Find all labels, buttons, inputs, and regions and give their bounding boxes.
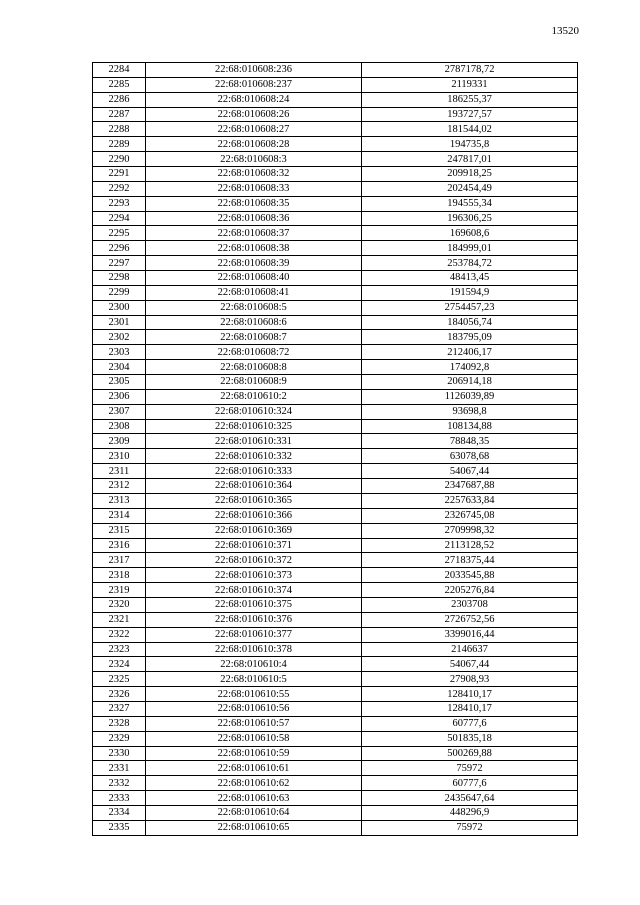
- row-number-cell: 2316: [93, 538, 146, 553]
- cadastral-number-cell: 22:68:010610:56: [146, 701, 362, 716]
- cadastral-number-cell: 22:68:010608:8: [146, 360, 362, 375]
- cadastral-value-table: [92, 62, 578, 836]
- value-cell: 93698,8: [362, 404, 578, 419]
- value-cell: 206914,18: [362, 375, 578, 390]
- row-number-cell: 2328: [93, 716, 146, 731]
- cadastral-number-cell: 22:68:010610:64: [146, 805, 362, 820]
- row-number-cell: 2293: [93, 196, 146, 211]
- cadastral-number-cell: 22:68:010608:33: [146, 181, 362, 196]
- row-number-cell: 2300: [93, 300, 146, 315]
- value-cell: 2303708: [362, 597, 578, 612]
- cadastral-number-cell: 22:68:010610:55: [146, 687, 362, 702]
- cadastral-number-cell: 22:68:010610:333: [146, 464, 362, 479]
- table-row: [93, 77, 578, 92]
- row-number-cell: 2307: [93, 404, 146, 419]
- value-cell: 194555,34: [362, 196, 578, 211]
- row-number-cell: 2334: [93, 805, 146, 820]
- cadastral-number-cell: 22:68:010610:59: [146, 746, 362, 761]
- cadastral-number-cell: 22:68:010608:24: [146, 92, 362, 107]
- row-number-cell: 2305: [93, 375, 146, 390]
- row-number-cell: 2312: [93, 479, 146, 494]
- value-cell: 1126039,89: [362, 389, 578, 404]
- table-row: [93, 701, 578, 716]
- row-number-cell: 2320: [93, 597, 146, 612]
- row-number-cell: 2298: [93, 271, 146, 286]
- table-row: [93, 627, 578, 642]
- value-cell: 2257633,84: [362, 493, 578, 508]
- cadastral-number-cell: 22:68:010610:2: [146, 389, 362, 404]
- row-number-cell: 2331: [93, 761, 146, 776]
- table-row: [93, 419, 578, 434]
- table-row: [93, 241, 578, 256]
- table-row: [93, 657, 578, 672]
- cadastral-number-cell: 22:68:010608:40: [146, 271, 362, 286]
- table-row: [93, 285, 578, 300]
- value-cell: 2326745,08: [362, 508, 578, 523]
- row-number-cell: 2333: [93, 791, 146, 806]
- cadastral-number-cell: 22:68:010610:373: [146, 568, 362, 583]
- cadastral-number-cell: 22:68:010608:28: [146, 137, 362, 152]
- value-cell: 2726752,56: [362, 612, 578, 627]
- value-cell: 108134,88: [362, 419, 578, 434]
- table-row: [93, 449, 578, 464]
- value-cell: 196306,25: [362, 211, 578, 226]
- cadastral-number-cell: 22:68:010608:72: [146, 345, 362, 360]
- table-row: [93, 211, 578, 226]
- cadastral-number-cell: 22:68:010608:236: [146, 63, 362, 78]
- row-number-cell: 2289: [93, 137, 146, 152]
- value-cell: 448296,9: [362, 805, 578, 820]
- page-number: 13520: [551, 25, 579, 37]
- value-cell: 2787178,72: [362, 63, 578, 78]
- table-row: [93, 181, 578, 196]
- value-cell: 48413,45: [362, 271, 578, 286]
- cadastral-number-cell: 22:68:010608:35: [146, 196, 362, 211]
- value-cell: 247817,01: [362, 152, 578, 167]
- table-row: [93, 271, 578, 286]
- table-row: [93, 152, 578, 167]
- cadastral-number-cell: 22:68:010610:331: [146, 434, 362, 449]
- table-row: [93, 791, 578, 806]
- row-number-cell: 2322: [93, 627, 146, 642]
- value-cell: 181544,02: [362, 122, 578, 137]
- value-cell: 2718375,44: [362, 553, 578, 568]
- cadastral-number-cell: 22:68:010610:62: [146, 776, 362, 791]
- row-number-cell: 2291: [93, 167, 146, 182]
- cadastral-number-cell: 22:68:010608:6: [146, 315, 362, 330]
- row-number-cell: 2317: [93, 553, 146, 568]
- row-number-cell: 2314: [93, 508, 146, 523]
- value-cell: 186255,37: [362, 92, 578, 107]
- row-number-cell: 2294: [93, 211, 146, 226]
- cadastral-number-cell: 22:68:010610:364: [146, 479, 362, 494]
- row-number-cell: 2325: [93, 672, 146, 687]
- table-row: [93, 716, 578, 731]
- value-cell: 193727,57: [362, 107, 578, 122]
- value-cell: 184056,74: [362, 315, 578, 330]
- cadastral-number-cell: 22:68:010608:41: [146, 285, 362, 300]
- row-number-cell: 2299: [93, 285, 146, 300]
- cadastral-number-cell: 22:68:010610:325: [146, 419, 362, 434]
- value-cell: 3399016,44: [362, 627, 578, 642]
- table-row: [93, 553, 578, 568]
- table-row: [93, 389, 578, 404]
- row-number-cell: 2286: [93, 92, 146, 107]
- value-cell: 2033545,88: [362, 568, 578, 583]
- value-cell: 27908,93: [362, 672, 578, 687]
- table-row: [93, 404, 578, 419]
- table-row: [93, 345, 578, 360]
- row-number-cell: 2296: [93, 241, 146, 256]
- table-row: [93, 776, 578, 791]
- value-cell: 63078,68: [362, 449, 578, 464]
- cadastral-number-cell: 22:68:010610:374: [146, 583, 362, 598]
- value-cell: 212406,17: [362, 345, 578, 360]
- cadastral-number-cell: 22:68:010608:9: [146, 375, 362, 390]
- cadastral-number-cell: 22:68:010610:366: [146, 508, 362, 523]
- cadastral-number-cell: 22:68:010610:376: [146, 612, 362, 627]
- row-number-cell: 2315: [93, 523, 146, 538]
- row-number-cell: 2321: [93, 612, 146, 627]
- value-cell: 501835,18: [362, 731, 578, 746]
- value-cell: 253784,72: [362, 256, 578, 271]
- table-row: [93, 583, 578, 598]
- cadastral-number-cell: 22:68:010610:369: [146, 523, 362, 538]
- cadastral-number-cell: 22:68:010610:58: [146, 731, 362, 746]
- table-row: [93, 820, 578, 835]
- row-number-cell: 2297: [93, 256, 146, 271]
- row-number-cell: 2288: [93, 122, 146, 137]
- row-number-cell: 2287: [93, 107, 146, 122]
- cadastral-number-cell: 22:68:010610:372: [146, 553, 362, 568]
- value-cell: 2146637: [362, 642, 578, 657]
- row-number-cell: 2324: [93, 657, 146, 672]
- value-cell: 2119331: [362, 77, 578, 92]
- cadastral-number-cell: 22:68:010608:36: [146, 211, 362, 226]
- cadastral-number-cell: 22:68:010610:63: [146, 791, 362, 806]
- row-number-cell: 2304: [93, 360, 146, 375]
- table-row: [93, 508, 578, 523]
- value-cell: 2113128,52: [362, 538, 578, 553]
- table-row: [93, 167, 578, 182]
- value-cell: 2347687,88: [362, 479, 578, 494]
- cadastral-number-cell: 22:68:010610:5: [146, 672, 362, 687]
- value-cell: 60777,6: [362, 776, 578, 791]
- value-cell: 2435647,64: [362, 791, 578, 806]
- value-cell: 500269,88: [362, 746, 578, 761]
- cadastral-number-cell: 22:68:010610:57: [146, 716, 362, 731]
- row-number-cell: 2318: [93, 568, 146, 583]
- table-row: [93, 687, 578, 702]
- table-row: [93, 746, 578, 761]
- row-number-cell: 2303: [93, 345, 146, 360]
- row-number-cell: 2290: [93, 152, 146, 167]
- cadastral-number-cell: 22:68:010610:377: [146, 627, 362, 642]
- row-number-cell: 2329: [93, 731, 146, 746]
- value-cell: 128410,17: [362, 701, 578, 716]
- cadastral-number-cell: 22:68:010608:27: [146, 122, 362, 137]
- cadastral-number-cell: 22:68:010608:5: [146, 300, 362, 315]
- table-row: [93, 805, 578, 820]
- row-number-cell: 2301: [93, 315, 146, 330]
- row-number-cell: 2308: [93, 419, 146, 434]
- row-number-cell: 2295: [93, 226, 146, 241]
- value-cell: 54067,44: [362, 464, 578, 479]
- row-number-cell: 2284: [93, 63, 146, 78]
- value-cell: 183795,09: [362, 330, 578, 345]
- row-number-cell: 2311: [93, 464, 146, 479]
- value-cell: 191594,9: [362, 285, 578, 300]
- cadastral-number-cell: 22:68:010610:378: [146, 642, 362, 657]
- cadastral-number-cell: 22:68:010608:39: [146, 256, 362, 271]
- value-cell: 75972: [362, 761, 578, 776]
- table-row: [93, 360, 578, 375]
- table-row: [93, 375, 578, 390]
- value-cell: 169608,6: [362, 226, 578, 241]
- table-row: [93, 330, 578, 345]
- row-number-cell: 2326: [93, 687, 146, 702]
- table-row: [93, 612, 578, 627]
- cadastral-number-cell: 22:68:010608:32: [146, 167, 362, 182]
- table-row: [93, 672, 578, 687]
- value-cell: 128410,17: [362, 687, 578, 702]
- table-row: [93, 92, 578, 107]
- cadastral-number-cell: 22:68:010610:4: [146, 657, 362, 672]
- value-cell: 60777,6: [362, 716, 578, 731]
- cadastral-number-cell: 22:68:010610:324: [146, 404, 362, 419]
- row-number-cell: 2310: [93, 449, 146, 464]
- cadastral-number-cell: 22:68:010610:365: [146, 493, 362, 508]
- value-cell: 54067,44: [362, 657, 578, 672]
- table-row: [93, 523, 578, 538]
- value-cell: 184999,01: [362, 241, 578, 256]
- value-cell: 75972: [362, 820, 578, 835]
- cadastral-number-cell: 22:68:010610:375: [146, 597, 362, 612]
- cadastral-number-cell: 22:68:010608:3: [146, 152, 362, 167]
- table-row: [93, 479, 578, 494]
- table-row: [93, 597, 578, 612]
- table-row: [93, 107, 578, 122]
- table-row: [93, 256, 578, 271]
- row-number-cell: 2332: [93, 776, 146, 791]
- table-row: [93, 538, 578, 553]
- row-number-cell: 2285: [93, 77, 146, 92]
- table-row: [93, 63, 578, 78]
- value-cell: 194735,8: [362, 137, 578, 152]
- value-cell: 2205276,84: [362, 583, 578, 598]
- table-row: [93, 761, 578, 776]
- table-row: [93, 493, 578, 508]
- value-cell: 174092,8: [362, 360, 578, 375]
- table-row: [93, 464, 578, 479]
- value-cell: 2709998,32: [362, 523, 578, 538]
- row-number-cell: 2319: [93, 583, 146, 598]
- table-row: [93, 226, 578, 241]
- cadastral-number-cell: 22:68:010610:371: [146, 538, 362, 553]
- table-row: [93, 731, 578, 746]
- row-number-cell: 2323: [93, 642, 146, 657]
- cadastral-number-cell: 22:68:010608:26: [146, 107, 362, 122]
- cadastral-number-cell: 22:68:010608:37: [146, 226, 362, 241]
- table-row: [93, 300, 578, 315]
- cadastral-number-cell: 22:68:010610:332: [146, 449, 362, 464]
- row-number-cell: 2327: [93, 701, 146, 716]
- cadastral-number-cell: 22:68:010608:237: [146, 77, 362, 92]
- value-cell: 209918,25: [362, 167, 578, 182]
- table-row: [93, 642, 578, 657]
- cadastral-number-cell: 22:68:010608:7: [146, 330, 362, 345]
- row-number-cell: 2306: [93, 389, 146, 404]
- table-row: [93, 315, 578, 330]
- row-number-cell: 2313: [93, 493, 146, 508]
- cadastral-number-cell: 22:68:010610:65: [146, 820, 362, 835]
- value-cell: 78848,35: [362, 434, 578, 449]
- cadastral-number-cell: 22:68:010610:61: [146, 761, 362, 776]
- table-row: [93, 122, 578, 137]
- value-cell: 202454,49: [362, 181, 578, 196]
- table-row: [93, 137, 578, 152]
- table-row: [93, 196, 578, 211]
- row-number-cell: 2302: [93, 330, 146, 345]
- row-number-cell: 2292: [93, 181, 146, 196]
- cadastral-number-cell: 22:68:010608:38: [146, 241, 362, 256]
- table-body: [93, 63, 578, 836]
- table-row: [93, 568, 578, 583]
- row-number-cell: 2330: [93, 746, 146, 761]
- table-row: [93, 434, 578, 449]
- row-number-cell: 2335: [93, 820, 146, 835]
- value-cell: 2754457,23: [362, 300, 578, 315]
- row-number-cell: 2309: [93, 434, 146, 449]
